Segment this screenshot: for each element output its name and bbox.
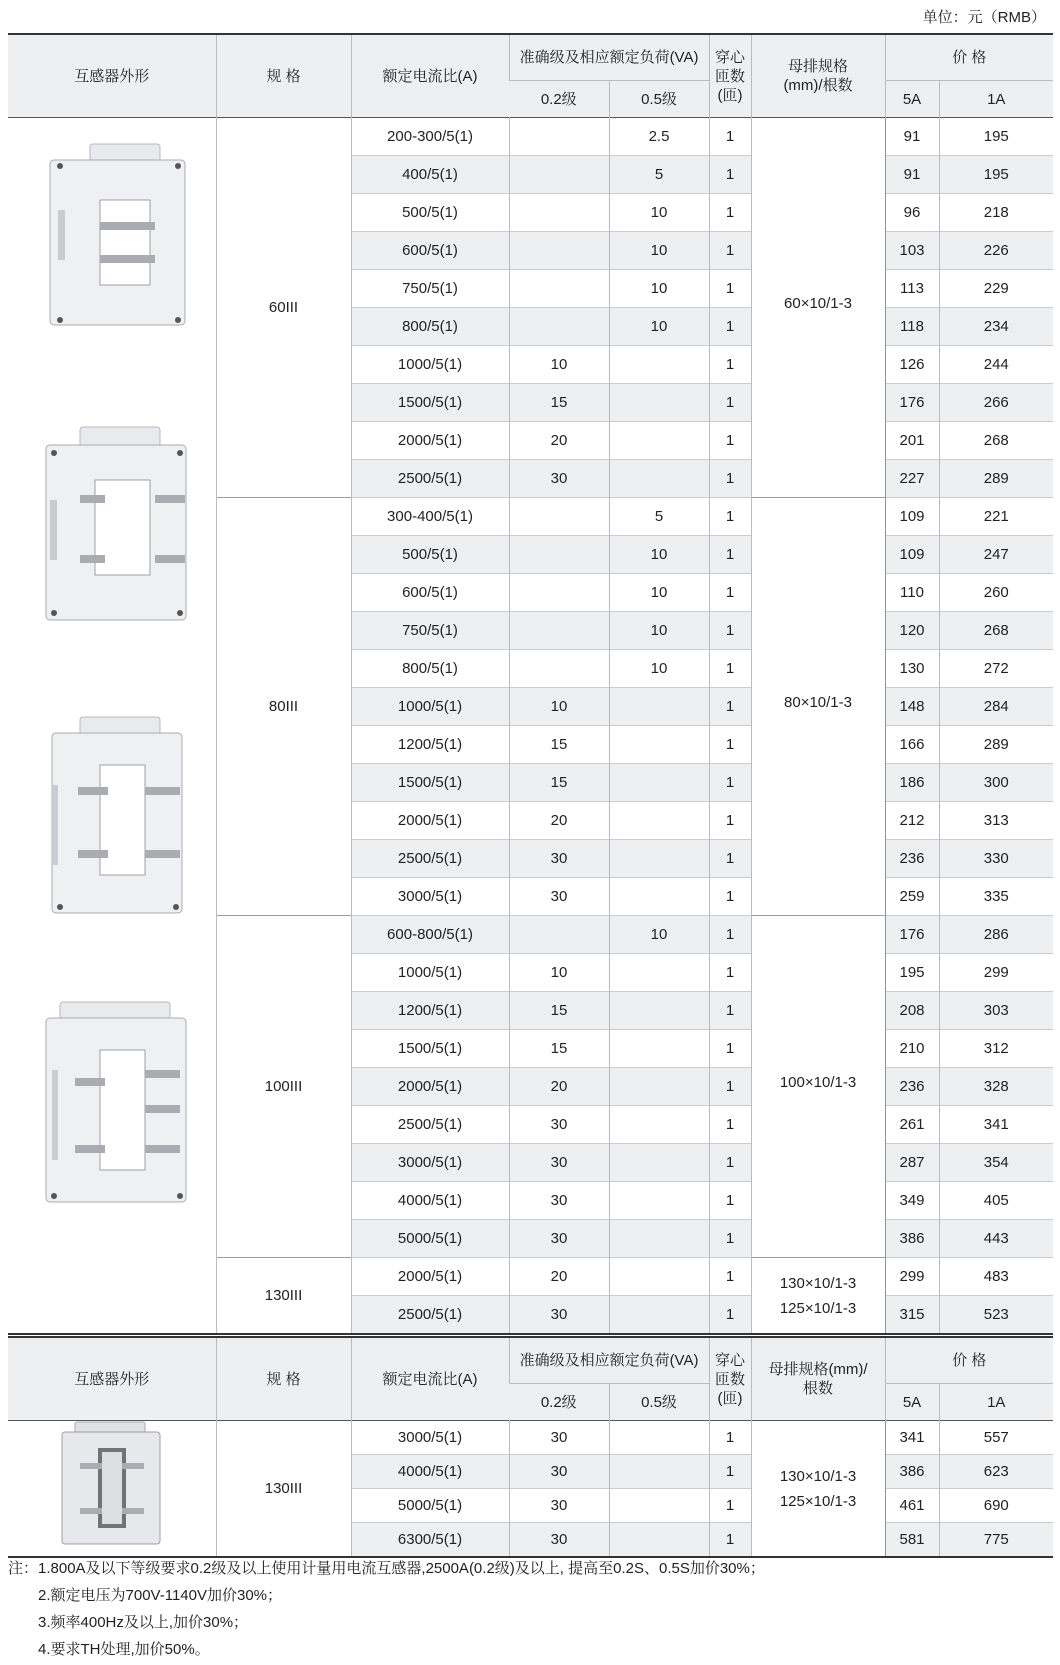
acc05-cell: 10	[609, 650, 709, 688]
acc02-cell: 30	[509, 1106, 609, 1144]
spec-cell: 80III	[216, 498, 351, 916]
ratio-cell: 2000/5(1)	[351, 1258, 509, 1296]
acc02-cell: 20	[509, 802, 609, 840]
turns-cell: 1	[709, 1182, 751, 1220]
turns-cell: 1	[709, 878, 751, 916]
col-price-header: 价 格	[885, 34, 1053, 81]
price5a-cell: 118	[885, 308, 939, 346]
acc02-cell: 15	[509, 764, 609, 802]
price1a-cell: 405	[939, 1182, 1053, 1220]
spec-cell: 130III	[216, 1421, 351, 1558]
price1a-cell: 335	[939, 878, 1053, 916]
price1a-cell: 443	[939, 1220, 1053, 1258]
acc02-cell	[509, 232, 609, 270]
ratio-cell: 600-800/5(1)	[351, 916, 509, 954]
price5a-cell: 186	[885, 764, 939, 802]
price1a-cell: 775	[939, 1523, 1053, 1558]
note-4: 4.要求TH处理,加价50%。	[38, 1641, 210, 1658]
ratio-cell: 1500/5(1)	[351, 1030, 509, 1068]
acc05-cell: 10	[609, 612, 709, 650]
price5a-cell: 210	[885, 1030, 939, 1068]
acc02-cell: 30	[509, 1144, 609, 1182]
price5a-cell: 176	[885, 916, 939, 954]
price1a-cell: 284	[939, 688, 1053, 726]
turns-cell: 1	[709, 308, 751, 346]
turns-cell: 1	[709, 1106, 751, 1144]
acc02-cell: 30	[509, 460, 609, 498]
acc05-cell	[609, 802, 709, 840]
col-busbar-header: 母排规格 (mm)/根数	[751, 34, 885, 118]
acc05-cell: 5	[609, 156, 709, 194]
acc05-cell	[609, 384, 709, 422]
ratio-cell: 2500/5(1)	[351, 1106, 509, 1144]
turns-cell: 1	[709, 118, 751, 156]
price1a-cell: 195	[939, 156, 1053, 194]
acc05-cell	[609, 1296, 709, 1335]
price1a-cell: 557	[939, 1421, 1053, 1455]
busbar-spec: 60×10/1-3	[751, 118, 885, 498]
ratio-cell: 600/5(1)	[351, 574, 509, 612]
ratio-cell: 2000/5(1)	[351, 1068, 509, 1106]
price5a-cell: 96	[885, 194, 939, 232]
ratio-cell: 2000/5(1)	[351, 422, 509, 460]
acc02-cell	[509, 270, 609, 308]
price1a-cell: 226	[939, 232, 1053, 270]
acc02-cell	[509, 498, 609, 536]
price5a-cell: 227	[885, 460, 939, 498]
price1a-cell: 260	[939, 574, 1053, 612]
price1a-cell: 234	[939, 308, 1053, 346]
turns-cell: 1	[709, 612, 751, 650]
price1a-cell: 523	[939, 1296, 1053, 1335]
price1a-cell: 313	[939, 802, 1053, 840]
col-accuracy-header: 准确级及相应额定负荷(VA)	[509, 1337, 709, 1384]
ratio-cell: 6300/5(1)	[351, 1523, 509, 1558]
col-turns-header: 穿心 匝数 (匝)	[709, 34, 751, 118]
price5a-cell: 236	[885, 840, 939, 878]
acc05-cell: 10	[609, 916, 709, 954]
price5a-cell: 212	[885, 802, 939, 840]
turns-cell: 1	[709, 156, 751, 194]
price5a-cell: 148	[885, 688, 939, 726]
acc05-cell	[609, 1523, 709, 1558]
price1a-cell: 272	[939, 650, 1053, 688]
acc05-cell	[609, 1455, 709, 1489]
acc02-cell: 15	[509, 726, 609, 764]
price1a-cell: 299	[939, 954, 1053, 992]
ratio-cell: 3000/5(1)	[351, 878, 509, 916]
acc05-cell: 10	[609, 232, 709, 270]
acc05-cell: 2.5	[609, 118, 709, 156]
turns-cell: 1	[709, 802, 751, 840]
transformer-130iii-large-photo	[60, 1418, 165, 1546]
acc05-cell	[609, 764, 709, 802]
price5a-cell: 386	[885, 1455, 939, 1489]
price1a-cell: 195	[939, 118, 1053, 156]
ratio-cell: 750/5(1)	[351, 270, 509, 308]
col-shape-header: 互感器外形	[8, 1337, 216, 1421]
acc02-cell: 30	[509, 1296, 609, 1335]
ratio-cell: 1000/5(1)	[351, 346, 509, 384]
turns-cell: 1	[709, 1144, 751, 1182]
unit-label: 单位：元（RMB）	[922, 9, 1046, 26]
acc05-cell	[609, 688, 709, 726]
turns-cell: 1	[709, 1489, 751, 1523]
price1a-cell: 312	[939, 1030, 1053, 1068]
acc02-cell: 20	[509, 422, 609, 460]
ratio-cell: 2500/5(1)	[351, 840, 509, 878]
price1a-cell: 286	[939, 916, 1053, 954]
col-price1a-header: 1A	[939, 81, 1053, 118]
acc02-cell	[509, 308, 609, 346]
turns-cell: 1	[709, 1068, 751, 1106]
ratio-cell: 400/5(1)	[351, 156, 509, 194]
acc05-cell	[609, 1068, 709, 1106]
price5a-cell: 236	[885, 1068, 939, 1106]
note-3: 3.频率400Hz及以上,加价30%；	[38, 1614, 249, 1631]
price5a-cell: 126	[885, 346, 939, 384]
price5a-cell: 261	[885, 1106, 939, 1144]
price1a-cell: 289	[939, 726, 1053, 764]
price5a-cell: 176	[885, 384, 939, 422]
transformer-100iii-photo	[40, 715, 190, 915]
turns-cell: 1	[709, 1030, 751, 1068]
turns-cell: 1	[709, 1421, 751, 1455]
turns-cell: 1	[709, 232, 751, 270]
acc05-cell	[609, 1182, 709, 1220]
acc05-cell	[609, 460, 709, 498]
ratio-cell: 2500/5(1)	[351, 460, 509, 498]
turns-cell: 1	[709, 688, 751, 726]
acc05-cell: 10	[609, 536, 709, 574]
turns-cell: 1	[709, 1258, 751, 1296]
turns-cell: 1	[709, 1220, 751, 1258]
ratio-cell: 300-400/5(1)	[351, 498, 509, 536]
acc05-cell	[609, 992, 709, 1030]
ratio-cell: 600/5(1)	[351, 232, 509, 270]
spec-cell: 60III	[216, 118, 351, 498]
acc02-cell: 15	[509, 992, 609, 1030]
col-price5a-header: 5A	[885, 81, 939, 118]
turns-cell: 1	[709, 498, 751, 536]
acc02-cell: 30	[509, 1220, 609, 1258]
ratio-cell: 1500/5(1)	[351, 384, 509, 422]
col-acc05-header: 0.5级	[609, 1384, 709, 1421]
price1a-cell: 247	[939, 536, 1053, 574]
col-ratio-header: 额定电流比(A)	[351, 34, 509, 118]
price1a-cell: 229	[939, 270, 1053, 308]
acc05-cell	[609, 726, 709, 764]
spec-cell: 100III	[216, 916, 351, 1258]
acc02-cell: 30	[509, 1489, 609, 1523]
turns-cell: 1	[709, 1296, 751, 1335]
ratio-cell: 1200/5(1)	[351, 992, 509, 1030]
price1a-cell: 483	[939, 1258, 1053, 1296]
col-accuracy-header: 准确级及相应额定负荷(VA)	[509, 34, 709, 81]
price5a-cell: 341	[885, 1421, 939, 1455]
turns-cell: 1	[709, 1523, 751, 1558]
ratio-cell: 2500/5(1)	[351, 1296, 509, 1335]
price1a-cell: 268	[939, 612, 1053, 650]
price5a-cell: 259	[885, 878, 939, 916]
price1a-cell: 303	[939, 992, 1053, 1030]
price1a-cell: 300	[939, 764, 1053, 802]
ratio-cell: 3000/5(1)	[351, 1144, 509, 1182]
price1a-cell: 354	[939, 1144, 1053, 1182]
price1a-cell: 268	[939, 422, 1053, 460]
turns-cell: 1	[709, 384, 751, 422]
ratio-cell: 4000/5(1)	[351, 1455, 509, 1489]
acc05-cell: 10	[609, 270, 709, 308]
turns-cell: 1	[709, 992, 751, 1030]
turns-cell: 1	[709, 422, 751, 460]
ratio-cell: 5000/5(1)	[351, 1220, 509, 1258]
acc05-cell	[609, 1258, 709, 1296]
price5a-cell: 201	[885, 422, 939, 460]
price1a-cell: 341	[939, 1106, 1053, 1144]
price5a-cell: 315	[885, 1296, 939, 1335]
acc05-cell: 5	[609, 498, 709, 536]
turns-cell: 1	[709, 574, 751, 612]
col-price5a-header: 5A	[885, 1384, 939, 1421]
acc02-cell	[509, 574, 609, 612]
acc02-cell: 30	[509, 1421, 609, 1455]
col-acc02-header: 0.2级	[509, 1384, 609, 1421]
transformer-130iii-photo	[40, 1000, 190, 1205]
price5a-cell: 208	[885, 992, 939, 1030]
note-2: 2.额定电压为700V-1140V加价30%；	[38, 1587, 282, 1604]
price5a-cell: 386	[885, 1220, 939, 1258]
price1a-cell: 218	[939, 194, 1053, 232]
price5a-cell: 130	[885, 650, 939, 688]
ratio-cell: 800/5(1)	[351, 650, 509, 688]
ratio-cell: 750/5(1)	[351, 612, 509, 650]
acc02-cell: 20	[509, 1068, 609, 1106]
acc05-cell	[609, 878, 709, 916]
ratio-cell: 4000/5(1)	[351, 1182, 509, 1220]
turns-cell: 1	[709, 650, 751, 688]
acc02-cell: 30	[509, 878, 609, 916]
col-acc02-header: 0.2级	[509, 81, 609, 118]
price5a-cell: 103	[885, 232, 939, 270]
busbar-spec: 80×10/1-3	[751, 498, 885, 916]
acc05-cell: 10	[609, 308, 709, 346]
ratio-cell: 5000/5(1)	[351, 1489, 509, 1523]
acc05-cell	[609, 422, 709, 460]
col-spec-header: 规 格	[216, 1337, 351, 1421]
acc05-cell: 10	[609, 194, 709, 232]
ratio-cell: 800/5(1)	[351, 308, 509, 346]
turns-cell: 1	[709, 536, 751, 574]
acc05-cell: 10	[609, 574, 709, 612]
busbar-spec: 130×10/1-3 125×10/1-3	[751, 1421, 885, 1558]
spec-cell: 130III	[216, 1258, 351, 1335]
price1a-cell: 289	[939, 460, 1053, 498]
acc05-cell	[609, 1489, 709, 1523]
acc02-cell: 10	[509, 954, 609, 992]
col-price-header: 价 格	[885, 1337, 1053, 1384]
price1a-cell: 330	[939, 840, 1053, 878]
ratio-cell: 1200/5(1)	[351, 726, 509, 764]
transformer-60iii-photo	[40, 140, 190, 330]
price5a-cell: 461	[885, 1489, 939, 1523]
acc02-cell: 15	[509, 384, 609, 422]
acc02-cell: 30	[509, 840, 609, 878]
turns-cell: 1	[709, 460, 751, 498]
turns-cell: 1	[709, 954, 751, 992]
price5a-cell: 120	[885, 612, 939, 650]
turns-cell: 1	[709, 270, 751, 308]
ratio-cell: 1500/5(1)	[351, 764, 509, 802]
ratio-cell: 200-300/5(1)	[351, 118, 509, 156]
col-price1a-header: 1A	[939, 1384, 1053, 1421]
turns-cell: 1	[709, 840, 751, 878]
acc02-cell: 30	[509, 1182, 609, 1220]
price5a-cell: 109	[885, 498, 939, 536]
ratio-cell: 2000/5(1)	[351, 802, 509, 840]
transformer-80iii-photo	[40, 425, 190, 625]
acc02-cell	[509, 194, 609, 232]
col-spec-header: 规 格	[216, 34, 351, 118]
acc02-cell: 15	[509, 1030, 609, 1068]
acc05-cell	[609, 1030, 709, 1068]
ratio-cell: 500/5(1)	[351, 536, 509, 574]
turns-cell: 1	[709, 1455, 751, 1489]
col-shape-header: 互感器外形	[8, 34, 216, 118]
acc02-cell	[509, 916, 609, 954]
price5a-cell: 349	[885, 1182, 939, 1220]
note-1: 注：1.800A及以下等级要求0.2级及以上使用计量用电流互感器,2500A(0.2级)及以上, 提高至0.2S、0.5S加价30%；	[8, 1560, 765, 1577]
ratio-cell: 1000/5(1)	[351, 954, 509, 992]
price5a-cell: 299	[885, 1258, 939, 1296]
price5a-cell: 195	[885, 954, 939, 992]
price5a-cell: 109	[885, 536, 939, 574]
turns-cell: 1	[709, 726, 751, 764]
turns-cell: 1	[709, 764, 751, 802]
price5a-cell: 166	[885, 726, 939, 764]
acc02-cell	[509, 118, 609, 156]
acc02-cell	[509, 612, 609, 650]
turns-cell: 1	[709, 916, 751, 954]
acc05-cell	[609, 1421, 709, 1455]
price5a-cell: 110	[885, 574, 939, 612]
price1a-cell: 266	[939, 384, 1053, 422]
col-busbar-header: 母排规格(mm)/ 根数	[751, 1337, 885, 1421]
acc05-cell	[609, 1144, 709, 1182]
acc05-cell	[609, 346, 709, 384]
turns-cell: 1	[709, 194, 751, 232]
acc02-cell: 20	[509, 1258, 609, 1296]
ratio-cell: 1000/5(1)	[351, 688, 509, 726]
price1a-cell: 221	[939, 498, 1053, 536]
col-turns-header: 穿心 匝数 (匝)	[709, 1337, 751, 1421]
price1a-cell: 328	[939, 1068, 1053, 1106]
acc02-cell	[509, 536, 609, 574]
acc05-cell	[609, 1106, 709, 1144]
acc02-cell: 10	[509, 346, 609, 384]
acc02-cell: 10	[509, 688, 609, 726]
turns-cell: 1	[709, 346, 751, 384]
ratio-cell: 500/5(1)	[351, 194, 509, 232]
acc02-cell	[509, 156, 609, 194]
price5a-cell: 287	[885, 1144, 939, 1182]
acc02-cell	[509, 650, 609, 688]
acc05-cell	[609, 954, 709, 992]
acc02-cell: 30	[509, 1455, 609, 1489]
col-ratio-header: 额定电流比(A)	[351, 1337, 509, 1421]
price1a-cell: 623	[939, 1455, 1053, 1489]
acc05-cell	[609, 1220, 709, 1258]
price5a-cell: 91	[885, 118, 939, 156]
acc05-cell	[609, 840, 709, 878]
notes	[8, 1555, 765, 1663]
price5a-cell: 581	[885, 1523, 939, 1558]
col-acc05-header: 0.5级	[609, 81, 709, 118]
price5a-cell: 91	[885, 156, 939, 194]
busbar-spec: 130×10/1-3 125×10/1-3	[751, 1258, 885, 1335]
busbar-spec: 100×10/1-3	[751, 916, 885, 1258]
acc02-cell: 30	[509, 1523, 609, 1558]
price1a-cell: 690	[939, 1489, 1053, 1523]
ratio-cell: 3000/5(1)	[351, 1421, 509, 1455]
price5a-cell: 113	[885, 270, 939, 308]
price1a-cell: 244	[939, 346, 1053, 384]
